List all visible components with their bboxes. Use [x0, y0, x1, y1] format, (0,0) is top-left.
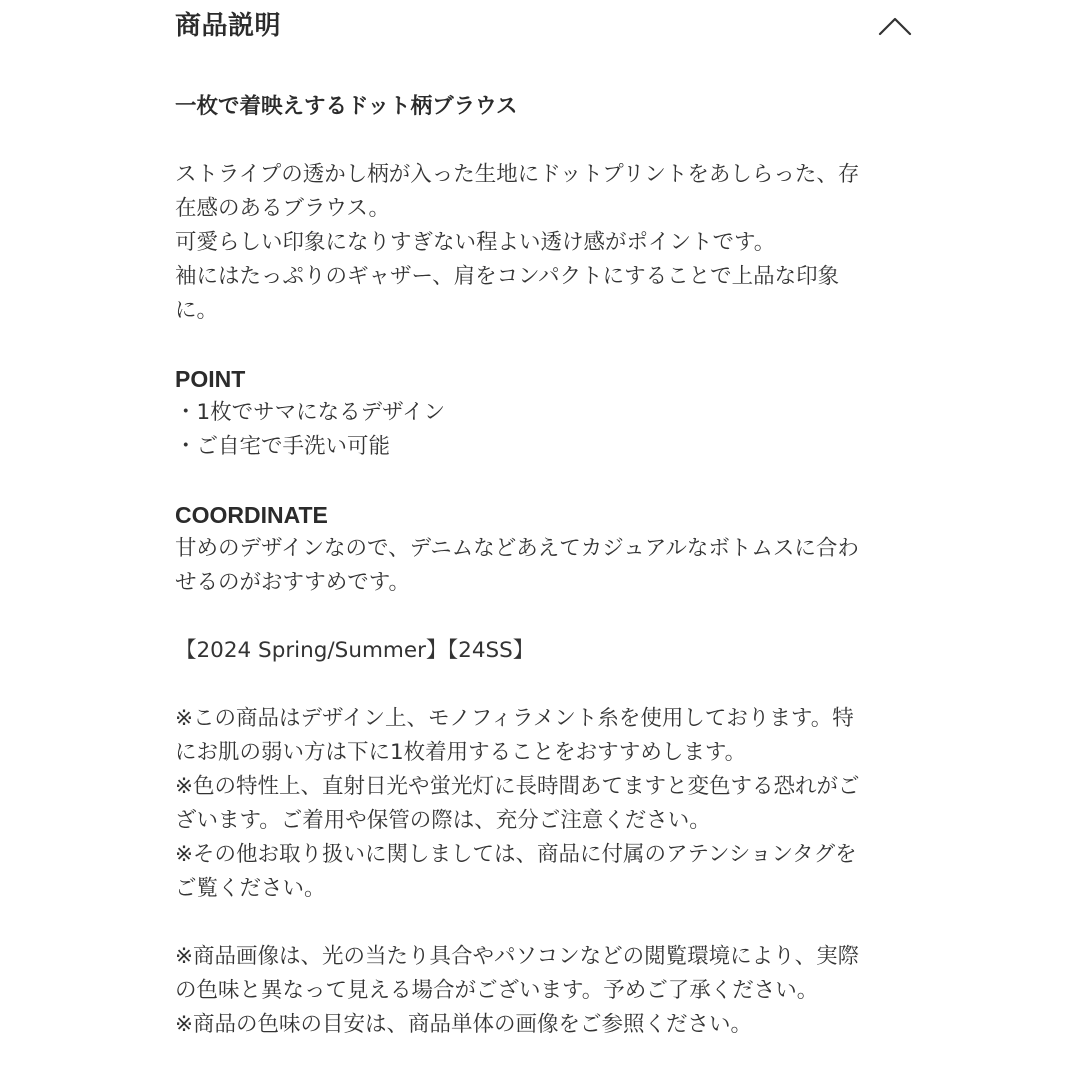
intro-line: ストライプの透かし柄が入った生地にドットプリントをあしらった、存: [175, 162, 860, 187]
accordion-header[interactable]: [175, 0, 915, 54]
coordinate-line: せるのがおすすめです。: [175, 570, 410, 595]
chevron-up-icon[interactable]: [875, 6, 915, 42]
section-title: 商品説明: [175, 11, 282, 41]
point-section: [175, 362, 903, 464]
note-line: ざいます。ご着用や保管の際は、充分ご注意ください。: [175, 808, 711, 833]
intro-paragraph: [175, 158, 903, 328]
note-line: ※その他お取り扱いに関しましては、商品に付属のアテンションタグを: [175, 842, 857, 867]
intro-line: 可愛らしい印象になりすぎない程よい透け感がポイントです。: [175, 230, 776, 255]
intro-line: に。: [175, 298, 219, 323]
note-line: ご覧ください。: [175, 876, 326, 901]
coordinate-line: 甘めのデザインなので、デニムなどあえてカジュアルなボトムスに合わ: [175, 536, 859, 561]
product-description-panel: [175, 0, 915, 1037]
coordinate-heading: COORDINATE: [175, 502, 328, 528]
intro-line: 袖にはたっぷりのギャザー、肩をコンパクトにすることで上品な印象: [175, 264, 840, 289]
image-note-line: ※商品の色味の目安は、商品単体の画像をご参照ください。: [175, 1012, 753, 1037]
note-line: にお肌の弱い方は下に1枚着用することをおすすめします。: [175, 740, 747, 765]
image-note-line: の色味と異なって見える場合がございます。予めご了承ください。: [175, 978, 819, 1003]
image-note-line: ※商品画像は、光の当たり具合やパソコンなどの閲覧環境により、実際: [175, 944, 860, 969]
point-item: ・ご自宅で手洗い可能: [175, 434, 391, 459]
point-heading: POINT: [175, 366, 246, 392]
point-item: ・1枚でサマになるデザイン: [175, 400, 446, 425]
description-headline: 一枚で着映えするドット柄ブラウス: [175, 94, 518, 119]
season-tags: 【2024 Spring/Summer】【24SS】: [175, 638, 535, 663]
note-line: ※この商品はデザイン上、モノフィラメント糸を使用しております。特: [175, 706, 854, 731]
description-body: [175, 90, 903, 1042]
image-notes: [175, 940, 903, 1042]
note-line: ※色の特性上、直射日光や蛍光灯に長時間あてますと変色する恐れがご: [175, 774, 860, 799]
coordinate-section: [175, 498, 903, 600]
care-notes: [175, 702, 903, 906]
intro-line: 在感のあるブラウス。: [175, 196, 391, 221]
